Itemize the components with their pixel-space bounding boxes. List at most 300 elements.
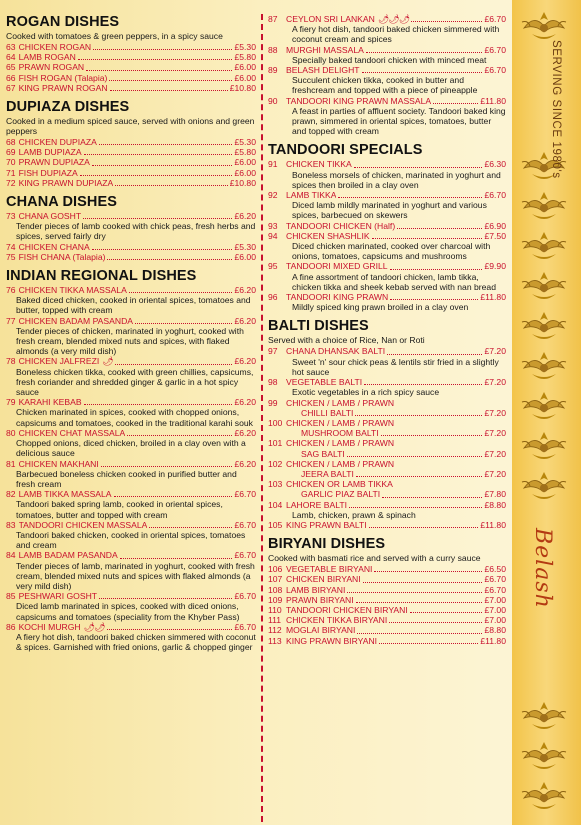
item-number: 99 bbox=[268, 397, 278, 408]
ornament-icon bbox=[520, 10, 568, 44]
menu-item bbox=[6, 62, 256, 72]
item-number: 82 bbox=[6, 489, 16, 500]
dot-leader bbox=[387, 354, 482, 355]
ornament-icon bbox=[520, 230, 568, 264]
section-description: Cooked with basmati rice and served with a curry sauce bbox=[268, 553, 481, 564]
item-price: £6.20 bbox=[234, 211, 256, 222]
item-price: £7.00 bbox=[484, 594, 506, 605]
ornament-icon bbox=[520, 700, 568, 734]
dot-leader bbox=[115, 364, 233, 365]
menu-item-line bbox=[268, 605, 506, 615]
menu-item-line bbox=[268, 564, 506, 574]
item-price: £6.00 bbox=[234, 157, 256, 168]
menu-item-line bbox=[268, 479, 506, 489]
dot-leader bbox=[357, 633, 482, 634]
dot-leader bbox=[379, 643, 478, 644]
item-number: 63 bbox=[6, 42, 16, 52]
menu-item-line bbox=[268, 428, 506, 438]
item-name: TANDOORI CHICKEN BIRYANI bbox=[286, 604, 408, 615]
section-description: Served with a choice of Rice, Nan or Roti bbox=[268, 335, 425, 346]
item-description: Tandoori baked spring lamb, cooked in oriental spices, tomatoes, butter and topped with cream bbox=[16, 499, 223, 520]
section-title: ROGAN DISHES bbox=[6, 14, 120, 30]
column-divider bbox=[261, 14, 264, 822]
item-name: LAMB ROGAN bbox=[18, 52, 76, 63]
ornament-icon bbox=[520, 390, 568, 424]
item-name: CHICKEN / LAMB / PRAWN bbox=[286, 438, 395, 449]
menu-item-line bbox=[6, 459, 256, 469]
menu-item bbox=[6, 147, 256, 157]
menu-item-line bbox=[6, 137, 256, 147]
ornament-icon bbox=[520, 780, 568, 814]
item-name: CHICKEN OR LAMB TIKKA bbox=[286, 479, 393, 490]
item-description: Diced lamb marinated in spices, cooked with diced onions, capsicums and tomatoes (speciality from the Khyber Pass) bbox=[16, 601, 240, 622]
menu-item bbox=[268, 479, 506, 499]
item-name: CHICKEN MAKHANI bbox=[18, 458, 99, 469]
item-name: VEGETABLE BIRYANI bbox=[286, 564, 373, 575]
item-number: 102 bbox=[268, 458, 283, 469]
item-name: KARAHI KEBAB bbox=[18, 397, 82, 408]
item-name: KING PRAWN ROGAN bbox=[18, 82, 108, 93]
item-price: £7.00 bbox=[484, 604, 506, 615]
dot-leader bbox=[356, 602, 483, 603]
menu-item-line bbox=[6, 489, 256, 499]
item-price: £7.50 bbox=[484, 230, 506, 241]
dot-leader bbox=[362, 72, 483, 73]
item-number: 93 bbox=[268, 220, 278, 231]
item-number: 110 bbox=[268, 604, 282, 615]
chili-icon: 🌶🌶🌶 bbox=[377, 14, 410, 24]
item-description: Boneless morsels of chicken, marinated in yoghurt and spices then broiled in a clay oven bbox=[292, 169, 501, 190]
item-price: £11.80 bbox=[480, 519, 506, 530]
menu-item bbox=[6, 316, 256, 357]
dot-leader bbox=[127, 435, 232, 436]
item-number: 68 bbox=[6, 137, 16, 148]
menu-item-line bbox=[6, 591, 256, 601]
menu-item-line bbox=[268, 459, 506, 469]
item-description: Diced lamb mildly marinated in yoghurt and various spices, barbecued on skewers bbox=[292, 200, 487, 221]
item-name: CHICKEN CHANA bbox=[18, 241, 90, 252]
item-price: £6.00 bbox=[234, 167, 256, 178]
menu-item-line bbox=[268, 418, 506, 428]
menu-item-line bbox=[6, 157, 256, 167]
dot-leader bbox=[84, 154, 233, 155]
dot-leader bbox=[129, 292, 233, 293]
menu-item bbox=[268, 96, 506, 137]
item-name: FISH DUPIAZA bbox=[18, 167, 78, 178]
item-number: 86 bbox=[6, 621, 16, 632]
item-description: Exotic vegetables in a rich spicy sauce bbox=[292, 387, 440, 398]
item-number: 96 bbox=[268, 292, 278, 303]
item-number: 65 bbox=[6, 62, 16, 73]
menu-item-line bbox=[6, 252, 256, 262]
dot-leader bbox=[347, 456, 483, 457]
item-price: £6.70 bbox=[484, 190, 506, 201]
menu-item-line bbox=[268, 500, 506, 510]
item-name: FISH CHANA (Talapia) bbox=[18, 251, 106, 262]
item-number: 64 bbox=[6, 52, 16, 63]
item-price: £10.80 bbox=[229, 177, 256, 188]
menu-item bbox=[268, 377, 506, 397]
dot-leader bbox=[135, 323, 232, 324]
item-number: 71 bbox=[6, 167, 16, 178]
dot-leader bbox=[372, 238, 483, 239]
item-number: 106 bbox=[268, 564, 283, 575]
dot-leader bbox=[338, 197, 482, 198]
item-price: £6.70 bbox=[234, 550, 256, 561]
ornament-icon bbox=[520, 470, 568, 504]
item-name-continued: JEERA BALTI bbox=[301, 468, 354, 479]
item-description: Diced chicken marinated, cooked over charcoal with onions, tomatoes, capsicums and mushrooms bbox=[292, 241, 491, 262]
menu-item bbox=[6, 178, 256, 188]
item-description: A feast in parties of affluent society. Tandoori baked king prawn, simmered in oriental spices, tomatoes, butter and topped with cream bbox=[292, 105, 506, 137]
item-number: 100 bbox=[268, 417, 283, 428]
menu-item-line bbox=[268, 159, 506, 169]
item-name: CHICKEN SHASHLIK bbox=[286, 230, 370, 241]
menu-item-line bbox=[6, 397, 256, 407]
menu-item bbox=[6, 591, 256, 622]
item-price: £7.00 bbox=[484, 615, 506, 626]
menu-item bbox=[6, 356, 256, 397]
menu-section bbox=[268, 318, 506, 530]
item-description: Tender pieces of lamb cooked with chick peas, fresh herbs and spices, served fairly dry bbox=[16, 221, 256, 242]
menu-item bbox=[6, 622, 256, 653]
item-description: Chicken marinated in spices, cooked with chopped onions, capsicums and tomatoes, cooked in the traditional karahi souk bbox=[16, 407, 253, 428]
item-description: A fine assortment of tandoori chicken, lamb tikka, chicken tikka and sheek kebab served with nan bread bbox=[292, 271, 496, 292]
item-price: £6.20 bbox=[234, 458, 256, 469]
item-number: 91 bbox=[268, 159, 278, 170]
item-number: 83 bbox=[6, 519, 16, 530]
menu-item bbox=[268, 159, 506, 190]
section-title: INDIAN REGIONAL DISHES bbox=[6, 268, 197, 285]
item-name: MURGHI MASSALA bbox=[286, 44, 364, 55]
dot-leader bbox=[92, 165, 233, 166]
item-number: 78 bbox=[6, 356, 16, 367]
dot-leader bbox=[107, 259, 232, 260]
item-price: £5.30 bbox=[234, 42, 256, 52]
ornament-icon bbox=[520, 740, 568, 774]
item-number: 66 bbox=[6, 72, 16, 83]
item-price: £8.80 bbox=[484, 625, 506, 636]
menu-item-line bbox=[268, 636, 506, 646]
item-price: £10.80 bbox=[229, 82, 256, 93]
menu-column-left bbox=[6, 14, 256, 658]
menu-item-line bbox=[6, 42, 256, 52]
item-description: A fiery hot dish, tandoori baked chicken simmered with coconut & spices. Garnished with fried onions, garlic & chopped ginger bbox=[16, 631, 256, 653]
item-number: 101 bbox=[268, 438, 283, 449]
item-number: 92 bbox=[268, 190, 278, 201]
item-name: FISH ROGAN (Talapia) bbox=[18, 72, 108, 83]
item-name-continued: MUSHROOM BALTI bbox=[301, 428, 379, 439]
dot-leader bbox=[389, 622, 482, 623]
item-price: £11.80 bbox=[480, 95, 506, 106]
dot-leader bbox=[433, 103, 478, 104]
menu-section bbox=[6, 14, 256, 93]
item-price: £6.70 bbox=[234, 519, 256, 530]
menu-item bbox=[268, 261, 506, 292]
menu-item bbox=[268, 418, 506, 438]
menu-item-line bbox=[6, 52, 256, 62]
chili-icon: 🌶 bbox=[102, 356, 113, 367]
menu-item-line bbox=[6, 211, 256, 221]
menu-item bbox=[268, 398, 506, 418]
item-description: Lamb, chicken, prawn & spinach bbox=[292, 509, 416, 520]
item-name: LAMB TIKKA MASSALA bbox=[18, 489, 112, 500]
item-price: £5.30 bbox=[234, 137, 256, 148]
item-number: 77 bbox=[6, 315, 16, 326]
item-price: £7.20 bbox=[484, 428, 506, 439]
menu-item-line bbox=[6, 242, 256, 252]
item-name: CHICKEN ROGAN bbox=[18, 42, 92, 52]
item-name-continued: GARLIC PIAZ BALTI bbox=[301, 489, 381, 500]
item-price: £6.70 bbox=[234, 621, 256, 632]
item-number: 105 bbox=[268, 519, 283, 530]
item-name: CHICKEN JALFREZI bbox=[18, 356, 100, 367]
menu-item bbox=[268, 221, 506, 231]
item-name: CHICKEN BIRYANI bbox=[286, 574, 361, 585]
item-name-continued: CHILLI BALTI bbox=[301, 407, 354, 418]
menu-section bbox=[6, 194, 256, 262]
item-number: 80 bbox=[6, 427, 16, 438]
dot-leader bbox=[356, 476, 483, 477]
item-name: KING PRAWN BALTI bbox=[286, 519, 367, 530]
menu-item-line bbox=[268, 190, 506, 200]
menu-item-line bbox=[6, 83, 256, 93]
item-number: 70 bbox=[6, 157, 16, 168]
ornament-icon bbox=[520, 310, 568, 344]
menu-section bbox=[268, 536, 506, 646]
item-name: CHICKEN BADAM PASANDA bbox=[18, 315, 134, 326]
menu-item bbox=[268, 574, 506, 584]
menu-item-line bbox=[6, 428, 256, 438]
item-name: TANDOORI MIXED GRILL bbox=[286, 261, 388, 272]
section-title: TANDOORI SPECIALS bbox=[268, 142, 423, 159]
menu-item-line bbox=[268, 14, 506, 24]
item-name: CHICKEN / LAMB / PRAWN bbox=[286, 458, 395, 469]
item-price: £11.80 bbox=[480, 292, 506, 303]
menu-item-line bbox=[6, 520, 256, 530]
item-description: Boneless chicken tikka, cooked with green chillies, capsicums, fresh coriander and shredded ginger & garlic in a hot spicy sauce bbox=[16, 366, 254, 398]
dot-leader bbox=[149, 527, 232, 528]
menu-item bbox=[6, 520, 256, 551]
dot-leader bbox=[381, 435, 483, 436]
dot-leader bbox=[369, 527, 479, 528]
item-number: 97 bbox=[268, 346, 278, 357]
item-number: 90 bbox=[268, 95, 278, 106]
item-number: 81 bbox=[6, 458, 16, 469]
item-number: 108 bbox=[268, 584, 283, 595]
item-description: Chopped onions, diced chicken, broiled in a clay oven with a delicious sauce bbox=[16, 438, 246, 459]
menu-item-line bbox=[268, 398, 506, 408]
menu-item bbox=[6, 137, 256, 147]
item-description: Specially baked tandoori chicken with minced meat bbox=[292, 54, 487, 65]
section-title: BALTI DISHES bbox=[268, 318, 369, 335]
item-name: PRAWN BIRYANI bbox=[286, 594, 354, 605]
item-price: £7.20 bbox=[484, 448, 506, 459]
menu-section bbox=[268, 14, 506, 136]
menu-item bbox=[268, 292, 506, 312]
menu-item bbox=[268, 346, 506, 377]
item-number: 85 bbox=[6, 591, 16, 602]
dot-leader bbox=[92, 249, 233, 250]
dot-leader bbox=[93, 49, 232, 50]
menu-section bbox=[268, 142, 506, 312]
item-price: £7.20 bbox=[484, 468, 506, 479]
item-number: 95 bbox=[268, 261, 278, 272]
ornament-icon bbox=[520, 350, 568, 384]
dot-leader bbox=[114, 496, 233, 497]
item-name: LAMB BADAM PASANDA bbox=[18, 550, 118, 561]
menu-item bbox=[6, 168, 256, 178]
menu-column-right bbox=[268, 14, 506, 652]
item-name: PRAWN DUPIAZA bbox=[18, 157, 90, 168]
item-price: £5.80 bbox=[234, 147, 256, 158]
menu-item-line bbox=[6, 62, 256, 72]
dot-leader bbox=[86, 70, 232, 71]
item-name: LAMB TIKKA bbox=[286, 190, 337, 201]
menu-item-line bbox=[268, 231, 506, 241]
dot-leader bbox=[99, 598, 232, 599]
menu-item bbox=[6, 42, 256, 52]
item-name: KING PRAWN DUPIAZA bbox=[18, 177, 114, 188]
item-name: CHICKEN / LAMB / PRAWN bbox=[286, 417, 395, 428]
dot-leader bbox=[99, 144, 233, 145]
menu-item bbox=[268, 438, 506, 458]
menu-item bbox=[6, 550, 256, 591]
menu-item-line bbox=[268, 520, 506, 530]
menu-item bbox=[6, 157, 256, 167]
menu-item-line bbox=[268, 585, 506, 595]
item-number: 88 bbox=[268, 44, 278, 55]
menu-item-line bbox=[268, 574, 506, 584]
dot-leader bbox=[80, 175, 233, 176]
item-number: 109 bbox=[268, 594, 283, 605]
menu-item-line bbox=[268, 292, 506, 302]
item-number: 107 bbox=[268, 574, 283, 585]
dot-leader bbox=[101, 466, 233, 467]
dot-leader bbox=[354, 167, 483, 168]
dot-leader bbox=[107, 629, 233, 630]
item-price: £5.80 bbox=[234, 52, 256, 63]
dot-leader bbox=[349, 507, 483, 508]
ornament-icon bbox=[520, 190, 568, 224]
item-name: LAHORE BALTI bbox=[286, 499, 347, 510]
chili-icon: 🌶🌶 bbox=[83, 621, 105, 632]
menu-item bbox=[268, 45, 506, 65]
item-price: £6.00 bbox=[234, 72, 256, 83]
item-name: BELASH DELIGHT bbox=[286, 65, 360, 76]
item-description: Tender pieces of lamb, marinated in yoghurt, cooked with fresh cream, blended mixed nuts and spices with flaked almonds (a very mild dish) bbox=[16, 560, 255, 591]
menu-item bbox=[268, 65, 506, 96]
section-title: DUPIAZA DISHES bbox=[6, 99, 130, 116]
item-number: 72 bbox=[6, 177, 16, 188]
item-name-continued: SAG BALTI bbox=[301, 448, 345, 459]
item-number: 104 bbox=[268, 499, 283, 510]
item-number: 74 bbox=[6, 241, 16, 252]
dot-leader bbox=[84, 404, 233, 405]
dot-leader bbox=[364, 384, 482, 385]
menu-item-line bbox=[6, 622, 256, 632]
menu-item bbox=[268, 615, 506, 625]
menu-item bbox=[268, 500, 506, 520]
menu-item-line bbox=[268, 45, 506, 55]
dot-leader bbox=[366, 52, 483, 53]
item-price: £6.20 bbox=[234, 397, 256, 408]
ornament-icon bbox=[520, 270, 568, 304]
dot-leader bbox=[347, 592, 482, 593]
item-name: KING PRAWN BIRYANI bbox=[286, 635, 378, 646]
item-number: 76 bbox=[6, 285, 16, 296]
section-description: Cooked in a medium spiced sauce, served with onions and green peppers bbox=[6, 116, 255, 137]
serving-since-text: SERVING SINCE 1980's bbox=[550, 40, 562, 179]
item-description: Succulent chicken tikka, cooked in butter and freshcream and topped with a piece of pineapple bbox=[292, 75, 478, 96]
menu-item bbox=[6, 73, 256, 83]
item-price: £8.80 bbox=[484, 499, 506, 510]
section-title: CHANA DISHES bbox=[6, 194, 118, 211]
item-name: CHICKEN TIKKA bbox=[286, 159, 352, 170]
item-description: Tender pieces of chicken, marinated in yoghurt, cooked with fresh cream, blended mixed nuts and spices, with flaked almonds (a very mild dish) bbox=[16, 325, 244, 357]
item-price: £6.70 bbox=[484, 574, 506, 585]
item-number: 73 bbox=[6, 211, 16, 222]
item-name: TANDOORI KING PRAWN bbox=[286, 292, 389, 303]
menu-item bbox=[6, 252, 256, 262]
menu-item-line bbox=[268, 65, 506, 75]
menu-item bbox=[268, 625, 506, 635]
menu-item bbox=[6, 52, 256, 62]
menu-item bbox=[6, 83, 256, 93]
item-name: TANDOORI CHICKEN MASSALA bbox=[18, 519, 148, 530]
section-description: Cooked with tomatoes & green peppers, in a spicy sauce bbox=[6, 31, 223, 41]
item-price: £6.00 bbox=[234, 251, 256, 262]
dot-leader bbox=[109, 80, 232, 81]
dot-leader bbox=[78, 59, 233, 60]
item-name: CHANA GOSHT bbox=[18, 211, 82, 222]
item-name: PRAWN ROGAN bbox=[18, 62, 85, 73]
item-name: CHANA DHANSAK BALTI bbox=[286, 346, 386, 357]
menu-item bbox=[6, 459, 256, 490]
item-description: Sweet 'n' sour chick peas & lentils stir fried in a slightly hot sauce bbox=[292, 356, 499, 377]
menu-item bbox=[6, 285, 256, 316]
menu-item bbox=[6, 397, 256, 428]
item-name: LAMB BIRYANI bbox=[286, 584, 346, 595]
item-price: £6.20 bbox=[234, 427, 256, 438]
menu-item-line bbox=[6, 168, 256, 178]
dot-leader bbox=[355, 415, 482, 416]
menu-item bbox=[268, 459, 506, 479]
menu-item-line bbox=[268, 261, 506, 271]
menu-item bbox=[6, 211, 256, 242]
item-price: £6.20 bbox=[234, 356, 256, 367]
dot-leader bbox=[363, 582, 483, 583]
menu-item-line bbox=[268, 408, 506, 418]
menu-item-line bbox=[268, 221, 506, 231]
menu-item-line bbox=[268, 625, 506, 635]
dot-leader bbox=[390, 269, 483, 270]
item-price: £7.20 bbox=[484, 407, 506, 418]
section-title: BIRYANI DISHES bbox=[268, 536, 386, 553]
item-price: £6.90 bbox=[484, 220, 506, 231]
menu-item bbox=[6, 242, 256, 252]
item-name: CHICKEN CHAT MASSALA bbox=[18, 427, 126, 438]
item-number: 103 bbox=[268, 479, 283, 490]
menu-item bbox=[268, 190, 506, 221]
dot-leader bbox=[410, 612, 483, 613]
item-number: 98 bbox=[268, 377, 278, 388]
menu-item-line bbox=[268, 346, 506, 356]
dot-leader bbox=[397, 228, 482, 229]
dot-leader bbox=[411, 21, 482, 22]
item-name: CEYLON SRI LANKAN bbox=[286, 14, 375, 24]
item-name: CHICKEN / LAMB / PRAWN bbox=[286, 397, 395, 408]
